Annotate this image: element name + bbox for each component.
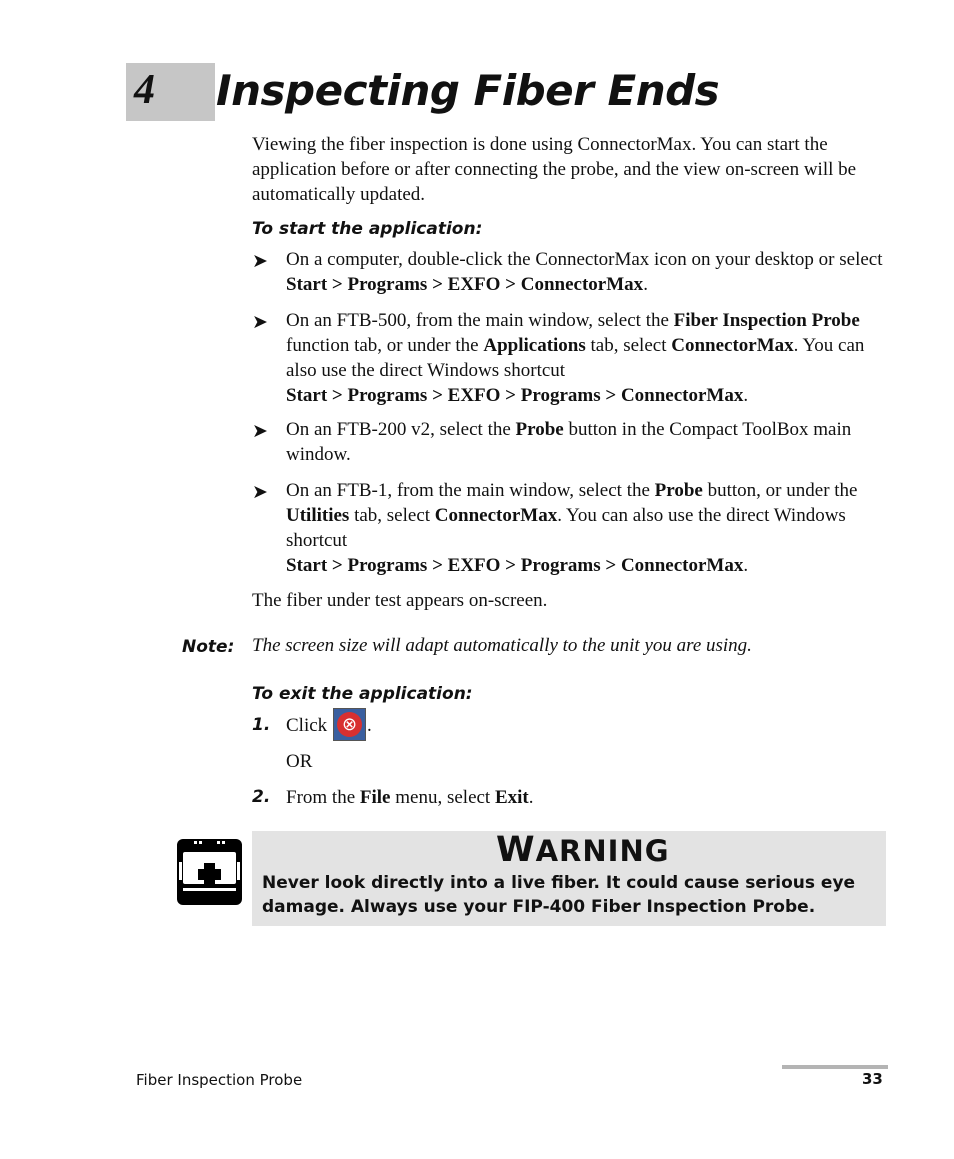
bullet-arrow-icon: ➤ <box>252 251 268 272</box>
page-number: 33 <box>862 1070 883 1088</box>
note-text: The screen size will adapt automatically to the unit you are using. <box>252 635 752 656</box>
bullet-ftb1: On an FTB-1, from the main window, select the Probe button, or under the Utilities tab, select ConnectorMax. You can also use the direct Windows shortcut Start > Programs > EXFO > Programs > ConnectorMax. <box>286 480 858 576</box>
close-icon <box>333 708 366 741</box>
chapter-title: Inspecting Fiber Ends <box>216 66 720 115</box>
step-file-exit: From the File menu, select Exit. <box>286 787 534 808</box>
bullet-ftb500: On an FTB-500, from the main window, select the Fiber Inspection Probe function tab, or under the Applications tab, select ConnectorMax. You can also use the direct Windows shortcut Start > Programs > EXFO > Programs > ConnectorMax. <box>286 310 865 406</box>
or-text: OR <box>286 751 313 772</box>
warning-title: WARNING <box>496 830 670 870</box>
close-glyph: ⊗ <box>337 712 362 737</box>
warning-ambulance-icon <box>176 838 243 906</box>
step-click-period: . <box>367 715 372 736</box>
step-click-text: Click <box>286 715 328 736</box>
step-number: 1. <box>252 715 271 735</box>
bullet-arrow-icon: ➤ <box>252 421 268 442</box>
bullet-computer: On a computer, double-click the ConnectorMax icon on your desktop or select Start > Programs > EXFO > ConnectorMax. <box>286 249 883 295</box>
start-procedure-heading: To start the application: <box>252 219 483 239</box>
bullet-ftb200: On an FTB-200 v2, select the Probe button in the Compact ToolBox main window. <box>286 419 852 465</box>
intro-paragraph: Viewing the fiber inspection is done using ConnectorMax. You can start the application before or after connecting the probe, and the view on-screen will be automatically updated. <box>252 134 857 205</box>
exit-procedure-heading: To exit the application: <box>252 684 473 704</box>
bullet-arrow-icon: ➤ <box>252 312 268 333</box>
bullet-arrow-icon: ➤ <box>252 482 268 503</box>
warning-text: Never look directly into a live fiber. It could cause serious eye damage. Always use your FIP-400 Fiber Inspection Probe. <box>262 873 856 917</box>
chapter-number: 4 <box>134 67 155 113</box>
step-number: 2. <box>252 787 271 807</box>
note-label: Note: <box>182 637 235 657</box>
footer-rule <box>782 1065 888 1069</box>
footer-title: Fiber Inspection Probe <box>136 1071 303 1089</box>
result-text: The fiber under test appears on-screen. <box>252 590 548 611</box>
